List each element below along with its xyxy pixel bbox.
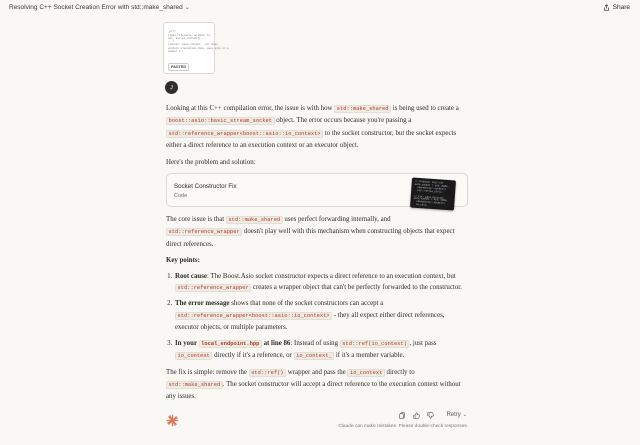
text-span: uses perfect forwarding internally, and — [282, 216, 391, 224]
text-span: The core issue is that — [166, 216, 226, 224]
list-item — [174, 298, 466, 333]
claude-logo-icon — [166, 414, 179, 427]
pasted-snippet: ... _ptr> ([&io_reference, wrapper to unt, ass,io_context]{... ...> (socket, base::object_ _ptr-base context.invocation-time, pass size.in a number 4 ) — [168, 27, 229, 54]
inline-code: boost::asio::basic_stream_socket — [166, 117, 275, 125]
chevron-down-icon: ⌄ — [184, 5, 190, 11]
key-points-list — [166, 271, 466, 363]
artifact-card[interactable] — [166, 173, 468, 207]
bold-text: In your — [175, 339, 199, 347]
inline-code: std::ref(io_context) — [340, 340, 410, 348]
text-span: object. The error occurs because you're passing a — [274, 117, 412, 125]
retry-button[interactable] — [446, 412, 467, 418]
text-span: wrapper and pass the — [286, 368, 348, 376]
text-span: to the socket constructor, but the socket expects either a direct reference to an execution context or an executor object. — [166, 129, 457, 150]
user-avatar: J — [165, 81, 178, 94]
inline-code: io_context — [347, 369, 384, 377]
disclaimer-text: Claude can make mistakes. Please double-check responses. — [338, 424, 468, 429]
inline-code: local_endpoint.hpp — [199, 340, 262, 348]
text-span: if it's a member variable. — [334, 352, 405, 360]
inline-code: std::ref() — [249, 369, 286, 377]
intro-paragraph — [166, 103, 466, 152]
conversation-title[interactable] — [9, 4, 190, 11]
core-paragraph — [166, 214, 466, 250]
bold-text: Root cause — [175, 272, 207, 280]
text-span: shows that none of the socket constructors can accept a — [229, 300, 384, 308]
inline-code: std::make_shared — [166, 381, 223, 389]
text-span: . The socket constructor will accept a direct reference to the execution context without any issues. — [166, 380, 461, 401]
inline-code: std::reference_wrapper<boost::asio::io_context> — [166, 130, 323, 138]
list-item — [174, 271, 466, 295]
bold-text: The error message — [175, 300, 230, 308]
artifact-thumbnail-code: // Problem: std::ref auto socket = std::make_ shared<tcp::socket>( std::ref(io_ctx)); // Fix: pass directly auto socket = std::make_ shared<tcp::socket>( io_ctx); — [413, 179, 450, 207]
text-span: Looking at this C++ compilation error, the issue is with how — [166, 105, 335, 112]
list-item — [174, 338, 466, 363]
text-span: directly if it's a reference, or — [212, 352, 294, 360]
text-span: directly to — [384, 368, 415, 376]
inline-code: std::reference_wrapper — [175, 284, 251, 292]
inline-code: io_context — [175, 352, 212, 360]
thumbs-up-icon[interactable] — [412, 411, 420, 419]
text-span: - they all expect either direct references, executor objects, or multiple parameters. — [175, 311, 445, 332]
text-span: creates a wrapper object that can't be perfectly forwarded to the constructor. — [251, 284, 462, 292]
conversation-title-text: Resolving C++ Socket Creation Error with std::make_shared — [9, 4, 183, 11]
thumbs-down-icon[interactable] — [426, 411, 434, 419]
top-bar — [0, 0, 640, 18]
share-label: Share — [612, 4, 630, 11]
text-span: , just pass — [409, 339, 437, 347]
text-span: is being used to create a — [391, 105, 459, 112]
inline-code: io_context_ — [294, 352, 335, 360]
inline-code: std::reference_wrapper — [166, 228, 242, 236]
share-icon — [603, 4, 610, 11]
key-points-heading: Key points: — [166, 257, 200, 265]
fix-paragraph — [166, 367, 466, 403]
retry-label: Retry — [446, 412, 461, 418]
message-actions — [398, 411, 467, 419]
artifact-title: Socket Constructor Fix — [174, 183, 237, 191]
text-span: : The Boost.Asio socket constructor expects a direct reference to an execution context, but — [206, 272, 456, 280]
artifact-thumbnail — [410, 178, 456, 211]
pasted-badge: PASTED — [168, 63, 189, 71]
pasted-content-card[interactable] — [163, 22, 229, 74]
copy-icon[interactable] — [398, 411, 406, 419]
text-span: doesn't play well with this mechanism when constructing objects that expect direct references. — [166, 228, 455, 248]
lead-paragraph: Here's the problem and solution: — [166, 158, 256, 166]
inline-code: std::make_shared — [334, 105, 391, 113]
chevron-down-icon: ⌄ — [462, 412, 467, 418]
share-button[interactable] — [603, 4, 630, 11]
assistant-message — [166, 103, 466, 408]
text-span: : Instead of using — [290, 339, 340, 347]
artifact-type: Code — [174, 193, 188, 200]
inline-code: std::make_shared — [226, 216, 283, 224]
inline-code: std::reference_wrapper<boost::asio::io_context> — [175, 312, 332, 320]
text-span: The fix is simple: remove the — [166, 368, 249, 376]
bold-text: at line 86 — [261, 339, 291, 347]
